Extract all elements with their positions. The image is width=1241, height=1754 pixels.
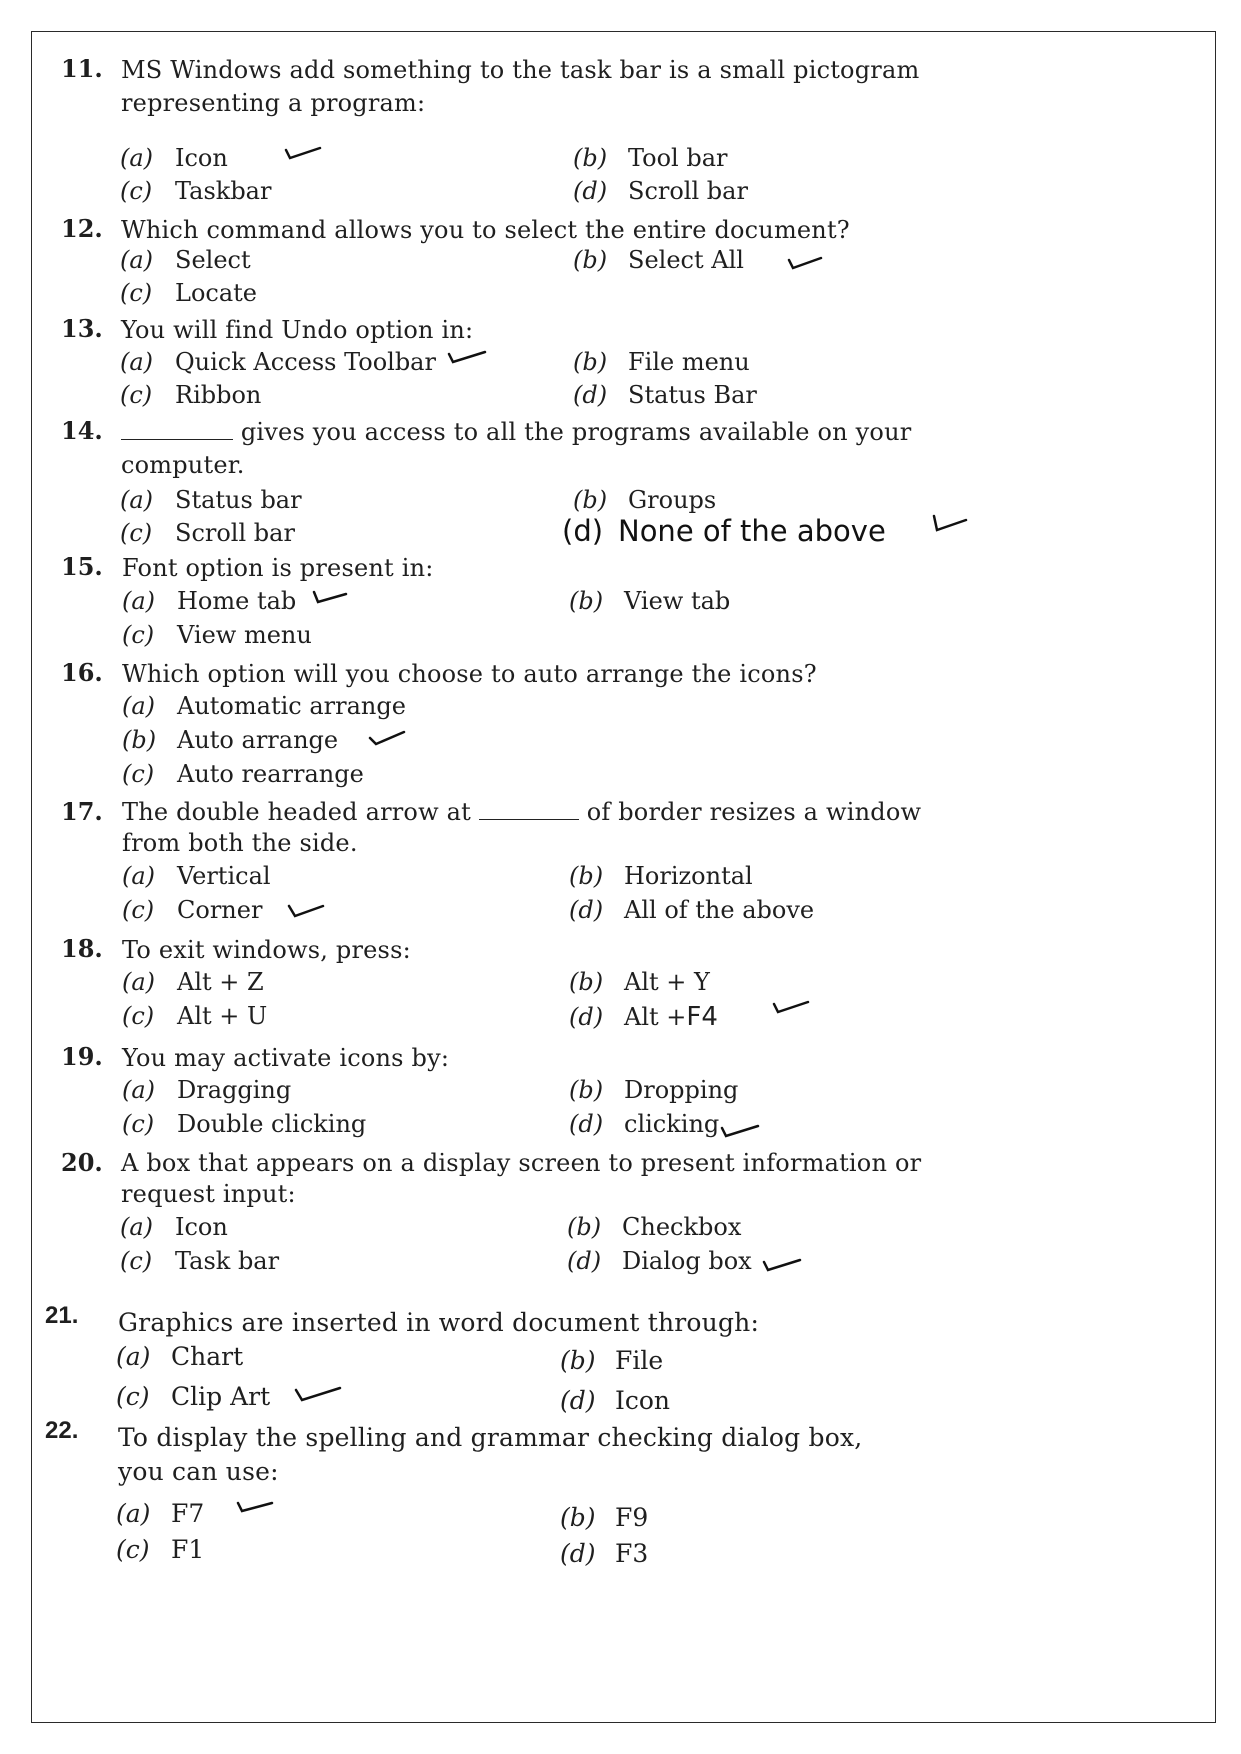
option-b[interactable]: (b) Select All bbox=[573, 246, 744, 274]
option-b[interactable]: (b) Auto arrange bbox=[122, 726, 339, 754]
question-number: 11. bbox=[61, 54, 103, 83]
option-d[interactable]: (d) Dialog box bbox=[567, 1247, 752, 1275]
question-number: 18. bbox=[61, 934, 103, 963]
question-text: Which option will you choose to auto arrange the icons? bbox=[122, 660, 817, 688]
option-d-handwritten[interactable]: (d) None of the above bbox=[562, 514, 886, 548]
question-text: The double headed arrow at of border resizes a window from both the side. bbox=[122, 798, 922, 857]
option-a[interactable]: (a) Quick Access Toolbar bbox=[120, 348, 436, 376]
option-a[interactable]: (a) Alt + Z bbox=[122, 968, 264, 996]
check-mark-icon bbox=[762, 1254, 802, 1274]
check-mark-icon bbox=[284, 144, 324, 164]
question-number: 17. bbox=[61, 797, 103, 826]
question-text: A box that appears on a display screen to present information or request input: bbox=[121, 1149, 922, 1208]
question-number: 16. bbox=[61, 658, 103, 687]
option-c[interactable]: (c) Locate bbox=[120, 279, 257, 307]
option-c[interactable]: (c) F1 bbox=[116, 1535, 205, 1564]
option-b[interactable]: (b) Groups bbox=[573, 486, 717, 514]
check-mark-icon bbox=[447, 348, 487, 368]
option-c[interactable]: (c) Alt + U bbox=[122, 1002, 268, 1030]
fill-blank bbox=[479, 819, 579, 820]
question-text: You may activate icons by: bbox=[122, 1044, 450, 1072]
question-text: You will find Undo option in: bbox=[121, 316, 474, 344]
question-number: 19. bbox=[61, 1042, 103, 1071]
option-b[interactable]: (b) View tab bbox=[569, 587, 731, 615]
option-b[interactable]: (b) File menu bbox=[573, 348, 750, 376]
option-a[interactable]: (a) Dragging bbox=[122, 1076, 292, 1104]
option-d[interactable]: (d) Alt +F4 bbox=[569, 1002, 718, 1032]
option-b[interactable]: (b) Tool bar bbox=[573, 144, 728, 172]
option-b[interactable]: (b) F9 bbox=[560, 1503, 649, 1532]
option-d[interactable]: (d) Status Bar bbox=[573, 381, 757, 409]
option-d[interactable]: (d) clicking bbox=[569, 1110, 720, 1138]
option-c[interactable]: (c) Ribbon bbox=[120, 381, 262, 409]
option-d[interactable]: (d) F3 bbox=[560, 1539, 649, 1568]
question-number: 14. bbox=[61, 416, 103, 445]
check-mark-icon bbox=[720, 1120, 760, 1140]
option-b[interactable]: (b) File bbox=[560, 1346, 664, 1375]
option-b[interactable]: (b) Alt + Y bbox=[569, 968, 710, 996]
fill-blank bbox=[121, 439, 233, 440]
question-text: MS Windows add something to the task bar is a small pictogram representing a program: bbox=[121, 56, 920, 117]
check-mark-icon bbox=[932, 514, 972, 534]
check-mark-icon bbox=[787, 254, 827, 274]
option-c[interactable]: (c) View menu bbox=[122, 621, 312, 649]
option-c[interactable]: (c) Taskbar bbox=[120, 177, 272, 205]
question-text: Which command allows you to select the entire document? bbox=[121, 216, 850, 244]
option-a[interactable]: (a) Select bbox=[120, 246, 251, 274]
page-frame bbox=[31, 31, 1216, 1723]
question-number: 22. bbox=[45, 1417, 79, 1444]
option-a[interactable]: (a) Icon bbox=[120, 1213, 228, 1241]
option-c[interactable]: (c) Auto rearrange bbox=[122, 760, 364, 788]
option-c[interactable]: (c) Task bar bbox=[120, 1247, 280, 1275]
option-a[interactable]: (a) Icon bbox=[120, 144, 228, 172]
check-mark-icon bbox=[294, 1384, 344, 1404]
check-mark-icon bbox=[772, 998, 812, 1018]
question-text: gives you access to all the programs available on your computer. bbox=[121, 418, 912, 479]
check-mark-icon bbox=[287, 900, 327, 920]
option-a[interactable]: (a) Automatic arrange bbox=[122, 692, 406, 720]
check-mark-icon bbox=[236, 1497, 276, 1517]
question-text: To exit windows, press: bbox=[122, 936, 411, 964]
question-text: To display the spelling and grammar checking dialog box, you can use: bbox=[118, 1423, 863, 1486]
option-c[interactable]: (c) Double clicking bbox=[122, 1110, 367, 1138]
question-number: 20. bbox=[61, 1148, 103, 1177]
question-text: Graphics are inserted in word document through: bbox=[118, 1308, 760, 1337]
option-b[interactable]: (b) Horizontal bbox=[569, 862, 753, 890]
question-number: 13. bbox=[61, 314, 103, 343]
check-mark-icon bbox=[368, 728, 408, 748]
question-text: Font option is present in: bbox=[122, 554, 434, 582]
question-number: 12. bbox=[61, 214, 103, 243]
option-a[interactable]: (a) Vertical bbox=[122, 862, 271, 890]
option-d[interactable]: (d) All of the above bbox=[569, 896, 815, 924]
option-b[interactable]: (b) Dropping bbox=[569, 1076, 739, 1104]
option-a[interactable]: (a) Home tab bbox=[122, 587, 297, 615]
option-a[interactable]: (a) Chart bbox=[116, 1342, 244, 1371]
option-a[interactable]: (a) F7 bbox=[116, 1499, 205, 1528]
option-a[interactable]: (a) Status bar bbox=[120, 486, 302, 514]
option-b[interactable]: (b) Checkbox bbox=[567, 1213, 742, 1241]
option-c[interactable]: (c) Corner bbox=[122, 896, 263, 924]
check-mark-icon bbox=[312, 588, 352, 608]
option-c[interactable]: (c) Clip Art bbox=[116, 1382, 271, 1411]
option-c[interactable]: (c) Scroll bar bbox=[120, 519, 295, 547]
question-number: 15. bbox=[61, 552, 103, 581]
option-d[interactable]: (d) Scroll bar bbox=[573, 177, 748, 205]
option-d[interactable]: (d) Icon bbox=[560, 1386, 671, 1415]
question-number: 21. bbox=[45, 1302, 79, 1329]
